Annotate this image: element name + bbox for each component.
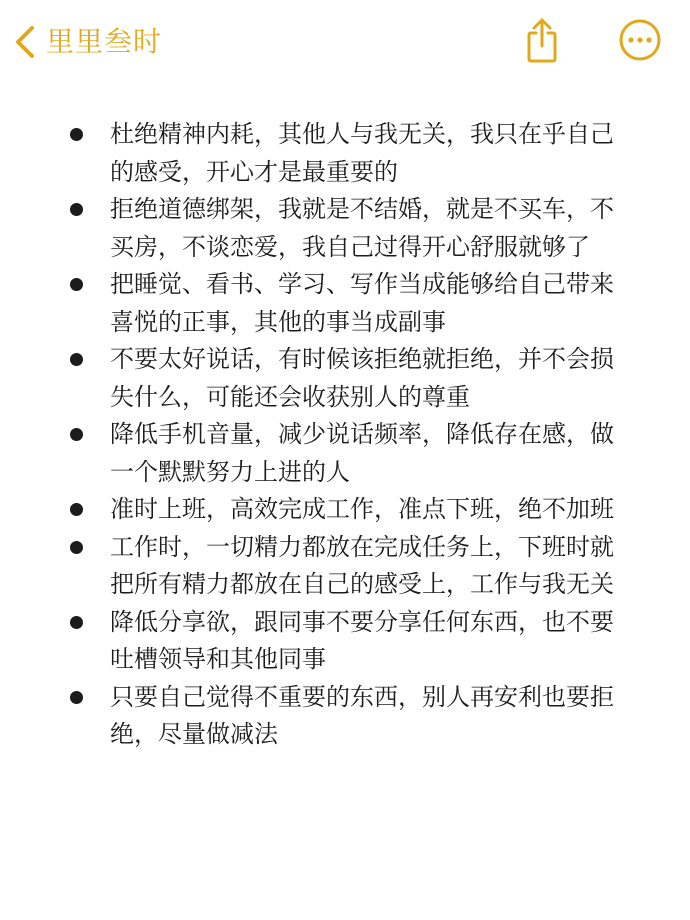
list-item [0,191,630,266]
list-item-text: 拒绝道德绑架，我就是不结婚，就是不买车，不买房，不谈恋爱，我自己过得开心舒服就够了 [110,195,614,261]
list-item [0,529,630,604]
list-item-text: 把睡觉、看书、学习、写作当成能够给自己带来喜悦的正事，其他的事当成副事 [110,270,614,336]
list-item-text: 只要自己觉得不重要的东西，别人再安利也要拒绝，尽量做减法 [110,682,614,748]
more-ellipsis-icon [617,17,663,63]
share-button[interactable] [516,14,568,66]
list-item [0,491,630,529]
back-label: 里里叁时 [46,25,163,58]
list-item-text: 降低手机音量，减少说话频率，降低存在感，做一个默默努力上进的人 [110,420,614,486]
list-item [0,604,630,679]
list-item [0,116,630,191]
list-item [0,679,630,754]
bullet-icon [70,353,83,366]
chevron-left-icon [12,22,38,62]
bullet-icon [70,128,83,141]
list-item-text: 降低分享欲，跟同事不要分享任何东西，也不要吐槽领导和其他同事 [110,607,614,673]
bullet-icon [70,691,83,704]
bullet-icon [70,503,83,516]
note-body[interactable] [0,116,690,754]
list-item [0,416,630,491]
list-item [0,341,630,416]
bullet-icon [70,428,83,441]
bullet-icon [70,541,83,554]
back-button[interactable] [12,18,162,66]
bullet-icon [70,203,83,216]
navigation-bar [0,0,690,84]
list-item-text: 不要太好说话，有时候该拒绝就拒绝，并不会损失什么，可能还会收获别人的尊重 [110,345,614,411]
list-item-text: 工作时，一切精力都放在完成任务上，下班时就把所有精力都放在自己的感受上，工作与我无关 [110,532,614,598]
list-item-text: 准时上班，高效完成工作，准点下班，绝不加班 [110,495,614,523]
more-button[interactable] [614,14,666,66]
bullet-icon [70,278,83,291]
list-item [0,266,630,341]
share-icon [522,16,562,64]
bullet-icon [70,616,83,629]
list-item-text: 杜绝精神内耗，其他人与我无关，我只在乎自己的感受，开心才是最重要的 [110,120,614,186]
